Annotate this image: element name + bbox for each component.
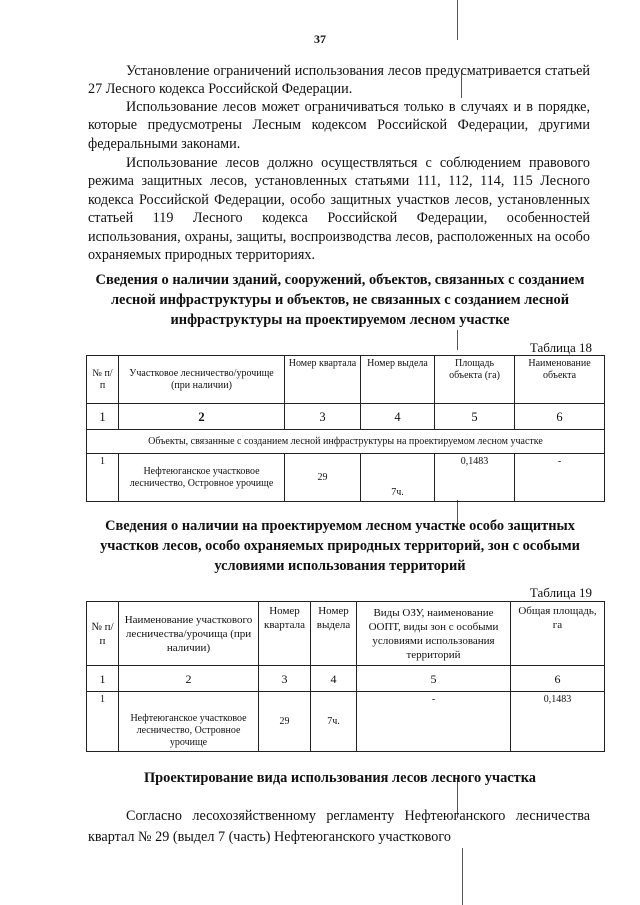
header-cell: Виды ОЗУ, наименование ООПТ, виды зон с особыми условиями использования территорий [357, 602, 511, 666]
table-cell: - [515, 454, 605, 502]
table-19-caption: Таблица 19 [529, 585, 592, 600]
table-cell: 29 [285, 454, 361, 502]
header-cell: Номер выдела [361, 356, 435, 404]
column-number-row [87, 666, 605, 692]
header-cell: Номер квартала [285, 356, 361, 404]
column-number: 3 [259, 666, 311, 692]
header-cell: Номер выдела [311, 602, 357, 666]
table-cell: Нефтеюганское участковое лесничество, Островное урочище [119, 692, 259, 752]
header-cell: Наименование объекта [515, 356, 605, 404]
header-cell: Общая площадь, га [511, 602, 605, 666]
paragraph-2: Использование лесов может ограничиваться только в случаях и в порядке, которые предусмотрены Лесным кодексом Российской Федерации, другими федеральными законами. [88, 99, 590, 152]
section-heading-use-design: Проектирование вида использования лесов лесного участка [143, 770, 536, 786]
table-cell: Нефтеюганское участковое лесничество, Островное урочище [119, 454, 285, 502]
column-number: 1 [87, 404, 119, 430]
table-cell: 29 [259, 692, 311, 752]
header-cell: № п/п [87, 602, 119, 666]
column-number: 6 [515, 404, 605, 430]
column-number-row [87, 404, 605, 430]
section-heading-buildings: Сведения о наличии зданий, сооружений, объектов, связанных с созданием лесной инфраструктуры и объектов, не связанных с созданием лесной инфраструктуры на проектируемом лесном участке [95, 272, 585, 328]
paragraph-1: Установление ограничений использования лесов предусматривается статьей 27 Лесного кодекса Российской Федерации. [88, 63, 590, 98]
table-cell: 7ч. [361, 454, 435, 502]
paragraph-3: Использование лесов должно осуществляться с соблюдением правового режима защитных лесов, установленных статьями 111, 112, 114, 115 Лесного кодекса Российской Федерации, особо защитных участков лесов, установленных статьей 119 Лесного кодекса Российской Федерации, особенностей использования, охраны, защиты, воспроизводства лесов, расположенных на особо охраняемых природных территориях. [88, 155, 590, 264]
paragraph-regulation: Согласно лесохозяйственному регламенту Нефтеюганского лесничества квартал № 29 (выдел 7 (часть) Нефтеюганского участкового [88, 808, 590, 845]
column-number: 5 [435, 404, 515, 430]
column-number: 3 [285, 404, 361, 430]
column-number: 2 [119, 404, 285, 430]
table-cell: 0,1483 [511, 692, 605, 752]
header-cell: Участковое лесничество/урочище (при наличии) [119, 356, 285, 404]
header-cell: Номер квартала [259, 602, 311, 666]
scan-line-decoration [457, 330, 458, 350]
table-row [87, 692, 605, 752]
page-number: 37 [314, 32, 326, 46]
table-cell: 0,1483 [435, 454, 515, 502]
table-header-row [87, 356, 605, 404]
table-header-row [87, 602, 605, 666]
column-number: 5 [357, 666, 511, 692]
column-number: 4 [311, 666, 357, 692]
table-18 [86, 355, 605, 502]
table-18-caption: Таблица 18 [529, 340, 592, 355]
header-cell: Площадь объекта (га) [435, 356, 515, 404]
table-19 [86, 601, 605, 752]
table-cell: 1 [87, 454, 119, 502]
column-number: 6 [511, 666, 605, 692]
table-cell: 1 [87, 692, 119, 752]
column-number: 2 [119, 666, 259, 692]
group-label: Объекты, связанные с созданием лесной инфраструктуры на проектируемом лесном участке [87, 430, 605, 454]
column-number: 4 [361, 404, 435, 430]
scan-line-decoration [462, 848, 463, 905]
section-heading-protected-areas: Сведения о наличии на проектируемом лесном участке особо защитных участков лесов, особо охраняемых природных территорий, зон с особыми условиями использования территорий [100, 518, 580, 574]
table-cell: - [357, 692, 511, 752]
table-row [87, 454, 605, 502]
table-group-row [87, 430, 605, 454]
column-number: 1 [87, 666, 119, 692]
table-cell: 7ч. [311, 692, 357, 752]
header-cell: № п/п [87, 356, 119, 404]
header-cell: Наименование участкового лесничества/урочища (при наличии) [119, 602, 259, 666]
